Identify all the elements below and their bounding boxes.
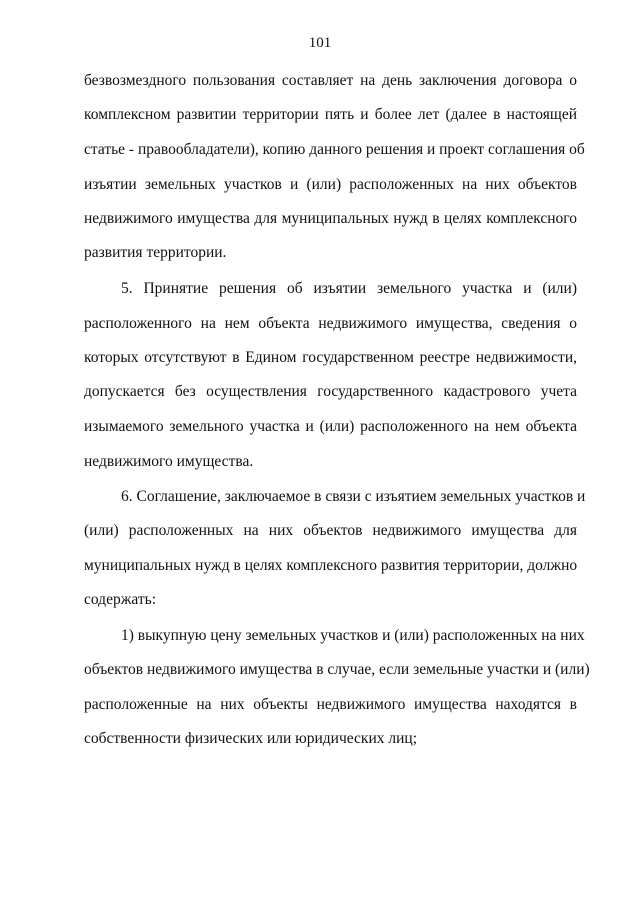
text-line: изъятии земельных участков и (или) расположенных на них объектов — [84, 176, 577, 193]
text-line: расположенные на них объекты недвижимого имущества находятся в — [84, 696, 577, 713]
text-line: статье - правообладатели), копию данного решения и проект соглашения об — [84, 141, 585, 158]
page-number: 101 — [308, 35, 332, 51]
text-line: которых отсутствуют в Едином государственном реестре недвижимости, — [84, 349, 577, 366]
text-line: 5. Принятие решения об изъятии земельного участка и (или) — [121, 280, 577, 297]
text-line: муниципальных нужд в целях комплексного развития территории, должно — [84, 557, 578, 574]
text-line: комплексном развитии территории пять и более лет (далее в настоящей — [84, 106, 577, 123]
text-line: расположенного на нем объекта недвижимого имущества, сведения о — [84, 315, 577, 332]
text-line: собственности физических или юридических лиц; — [84, 730, 418, 747]
text-line: недвижимого имущества. — [84, 453, 254, 470]
text-line: (или) расположенных на них объектов недвижимого имущества для — [84, 522, 577, 539]
text-line: 6. Соглашение, заключаемое в связи с изъятием земельных участков и — [121, 488, 586, 505]
text-line: недвижимого имущества для муниципальных нужд в целях комплексного — [84, 210, 577, 227]
text-line: допускается без осуществления государственного кадастрового учета — [84, 383, 577, 400]
text-line: безвозмездного пользования составляет на день заключения договора о — [84, 72, 577, 89]
text-line: развития территории. — [84, 244, 227, 261]
text-line: 1) выкупную цену земельных участков и (или) расположенных на них — [121, 627, 585, 644]
text-line: изымаемого земельного участка и (или) расположенного на нем объекта — [84, 418, 577, 435]
text-line: объектов недвижимого имущества в случае, если земельные участки и (или) — [84, 661, 590, 678]
text-line: содержать: — [84, 591, 157, 608]
